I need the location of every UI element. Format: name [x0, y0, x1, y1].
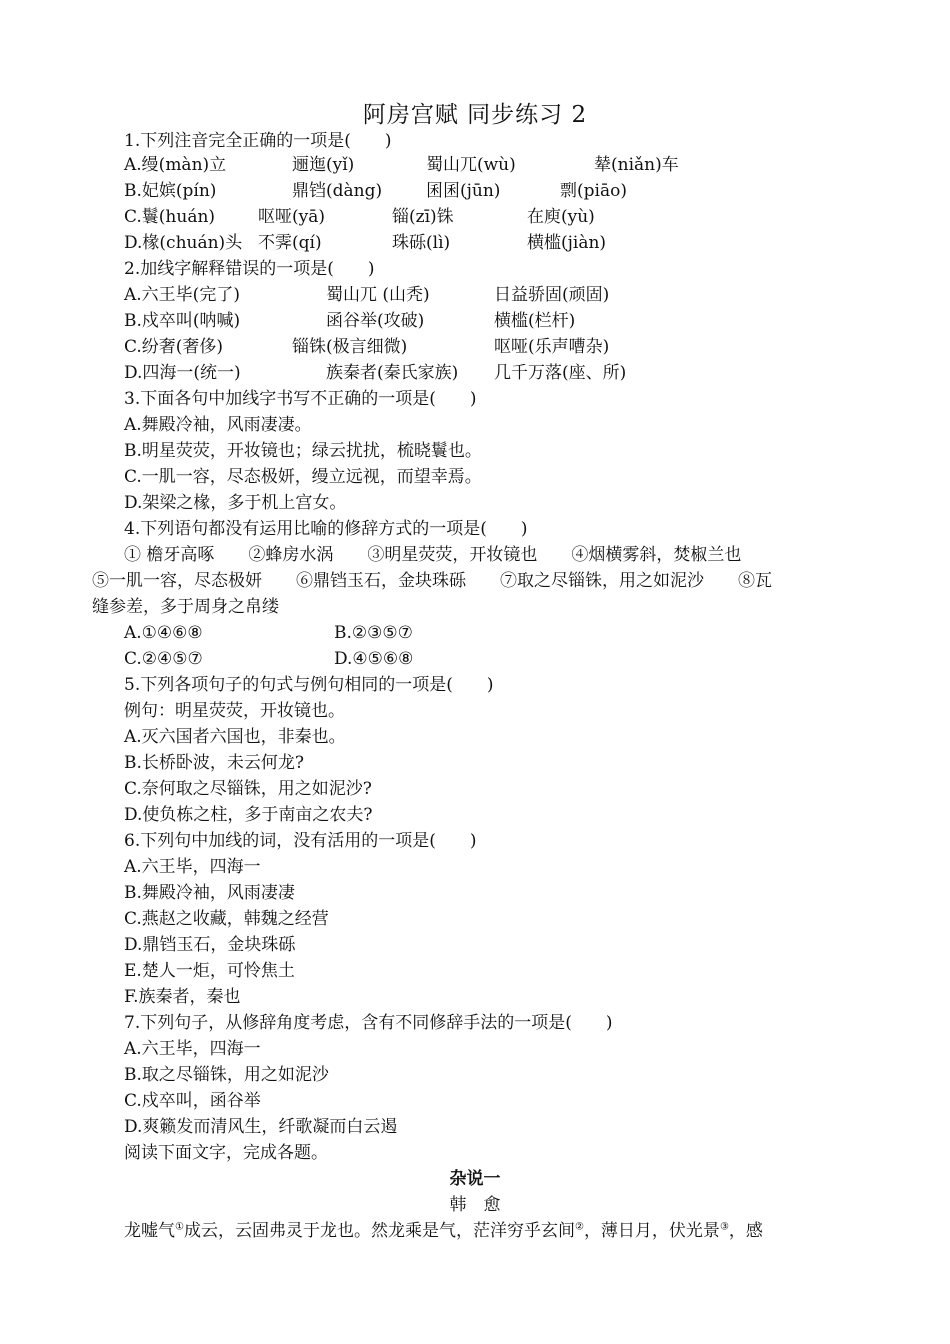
- q6-option-b: B.舞殿冷袖，风雨凄凄: [124, 883, 295, 903]
- q5-stem: 5.下列各项句子的句式与例句相同的一项是( ): [124, 675, 494, 695]
- q1-c-1: C.鬟(huán): [124, 207, 216, 227]
- p1-part-b: 成云，云固弗灵于龙也。然龙乘是气，茫洋穷乎玄间: [183, 1221, 575, 1241]
- q1-c-3: 锱(zī)铢: [392, 207, 454, 227]
- reading-intro: 阅读下面文字，完成各题。: [124, 1143, 328, 1163]
- q2-c-1: C.纷奢(奢侈): [124, 337, 224, 357]
- q4-items-line1: ① 檐牙高啄 ②蜂房水涡 ③明星荧荧，开妆镜也 ④烟横雾斜，焚椒兰也: [124, 545, 742, 565]
- q7-option-b: B.取之尽锱铢，用之如泥沙: [124, 1065, 329, 1085]
- q5-option-a: A.灭六国者六国也，非秦也。: [124, 727, 346, 747]
- footnote-3: ③: [719, 1221, 729, 1233]
- q1-b-4: 剽(piāo): [560, 181, 627, 201]
- q5-option-b: B.长桥卧波，未云何龙?: [124, 753, 305, 773]
- q6-option-a: A.六王毕，四海一: [124, 857, 261, 877]
- q2-a-1: A.六王毕(完了): [124, 285, 240, 305]
- reading-author: 韩 愈: [449, 1195, 501, 1215]
- q1-a-3: 蜀山兀(wù): [426, 155, 516, 175]
- q3-option-a: A.舞殿冷袖，风雨凄凄。: [124, 415, 312, 435]
- q7-stem: 7.下列句子，从修辞角度考虑，含有不同修辞手法的一项是( ): [124, 1013, 613, 1033]
- q4-items-line3: 缝参差，多于周身之帛缕: [92, 597, 279, 617]
- q1-b-3: 囷囷(jūn): [426, 181, 501, 201]
- p1-part-a: 龙嘘气: [124, 1221, 175, 1241]
- q2-b-1: B.戍卒叫(呐喊): [124, 311, 241, 331]
- reading-title: 杂说一: [449, 1169, 501, 1189]
- q1-c-2: 呕哑(yā): [258, 207, 326, 227]
- q1-b-2: 鼎铛(dàng): [292, 181, 383, 201]
- q4-items-line2: ⑤一肌一容，尽态极妍 ⑥鼎铛玉石，金块珠砾 ⑦取之尽锱铢，用之如泥沙 ⑧瓦: [92, 571, 772, 591]
- q1-d-3: 珠砾(lì): [392, 233, 451, 253]
- q1-a-2: 逦迤(yǐ): [292, 155, 355, 175]
- q1-d-4: 横槛(jiàn): [527, 233, 607, 253]
- q3-option-d: D.架梁之椽，多于机上宫女。: [124, 493, 347, 513]
- q1-b-1: B.妃嫔(pín): [124, 181, 217, 201]
- q3-option-c: C.一肌一容，尽态极妍，缦立远视，而望幸焉。: [124, 467, 482, 487]
- q1-stem: 1.下列注音完全正确的一项是( ): [124, 131, 392, 151]
- q5-example: 例句：明星荧荧，开妆镜也。: [124, 701, 345, 721]
- q1-d-1: D.椽(chuán)头: [124, 233, 243, 253]
- q6-option-f: F.族秦者，秦也: [124, 987, 241, 1007]
- q1-a-4: 辇(niǎn)车: [594, 155, 679, 175]
- q7-option-d: D.爽籁发而清风生，纤歌凝而白云遏: [124, 1117, 398, 1137]
- q4-option-c: C.②④⑤⑦: [124, 649, 203, 669]
- q4-stem: 4.下列语句都没有运用比喻的修辞方式的一项是( ): [124, 519, 528, 539]
- q2-a-2: 蜀山兀 (山秃): [326, 285, 430, 305]
- q2-b-3: 横槛(栏杆): [494, 311, 576, 331]
- q6-option-e: E.楚人一炬，可怜焦土: [124, 961, 295, 981]
- q1-d-2: 不霁(qí): [258, 233, 322, 253]
- q1-c-4: 在庾(yù): [527, 207, 595, 227]
- reading-paragraph-1: [124, 1218, 763, 1244]
- q3-option-b: B.明星荧荧，开妆镜也；绿云扰扰，梳晓鬟也。: [124, 441, 482, 461]
- q4-option-d: D.④⑤⑥⑧: [334, 649, 414, 669]
- footnote-2: ②: [574, 1221, 584, 1233]
- q3-stem: 3.下面各句中加线字书写不正确的一项是( ): [124, 389, 477, 409]
- q2-stem: 2.加线字解释错误的一项是( ): [124, 259, 375, 279]
- q1-a-1: A.缦(màn)立: [124, 155, 227, 175]
- q7-option-c: C.戍卒叫，函谷举: [124, 1091, 261, 1111]
- footnote-1: ①: [175, 1221, 184, 1233]
- q2-c-2: 锱铢(极言细微): [292, 337, 408, 357]
- q5-option-d: D.使负栋之柱，多于南亩之农夫?: [124, 805, 373, 825]
- q2-b-2: 函谷举(攻破): [326, 311, 425, 331]
- q6-option-d: D.鼎铛玉石，金块珠砾: [124, 935, 296, 955]
- q2-d-3: 几千万落(座、所): [494, 363, 627, 383]
- q2-d-2: 族秦者(秦氏家族): [326, 363, 459, 383]
- p1-part-c: ，薄日月，伏光景: [583, 1221, 720, 1241]
- q6-option-c: C.燕赵之收藏，韩魏之经营: [124, 909, 329, 929]
- q2-d-1: D.四海一(统一): [124, 363, 241, 383]
- q5-option-c: C.奈何取之尽锱铢，用之如泥沙?: [124, 779, 372, 799]
- q7-option-a: A.六王毕，四海一: [124, 1039, 261, 1059]
- document-title: 阿房宫赋 同步练习 2: [362, 102, 588, 128]
- q6-stem: 6.下列句中加线的词，没有活用的一项是( ): [124, 831, 477, 851]
- q2-a-3: 日益骄固(顽固): [494, 285, 610, 305]
- p1-part-d: ，感: [728, 1221, 763, 1241]
- q4-option-a: A.①④⑥⑧: [124, 623, 203, 643]
- q4-option-b: B.②③⑤⑦: [334, 623, 413, 643]
- q2-c-3: 呕哑(乐声嘈杂): [494, 337, 610, 357]
